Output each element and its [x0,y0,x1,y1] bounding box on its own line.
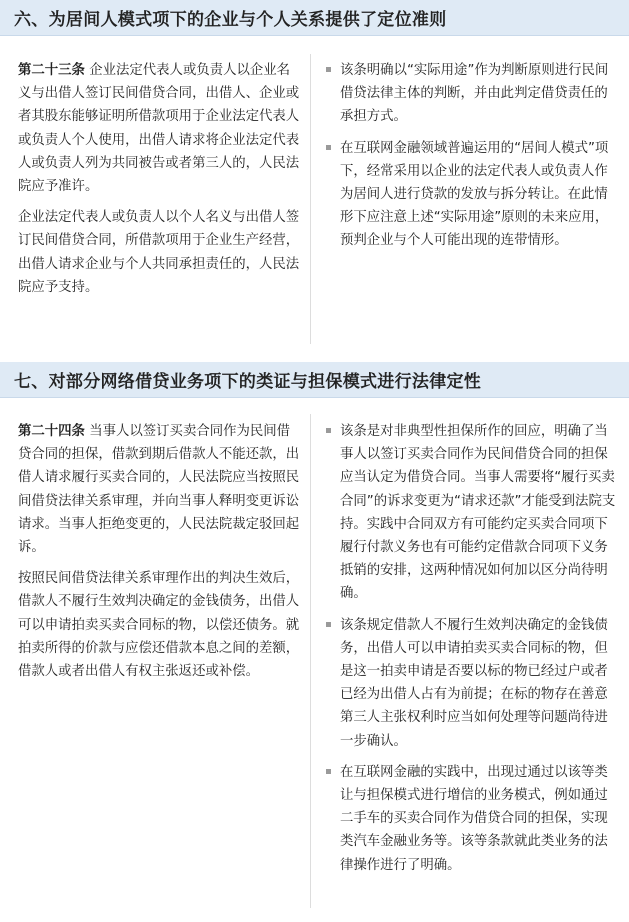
section-6-commentary-item [340,137,619,253]
square-bullet-icon [326,67,331,72]
square-bullet-icon [326,428,331,433]
article-24-paragraph-1 [18,420,300,559]
section-6-title: 六、为居间人模式项下的企业与个人关系提供了定位准则 [14,10,447,30]
section-6-commentary-item [340,59,619,129]
section-6-commentary-text: 该条明确以“实际用途”作为判断原则进行民间借贷法律主体的判断，并由此判定借贷责任的承担方式。 [340,63,609,125]
section-6-header [0,0,629,36]
section-6-divider [310,54,311,344]
square-bullet-icon [326,145,331,150]
article-24-text-1: 当事人以签订买卖合同作为民间借贷合同的担保，借款到期后借款人不能还款，出借人请求履行买卖合同的，人民法院应当按照民间借贷法律关系审理，并向当事人释明变更诉讼请求。当事人拒绝变更的，人民法院裁定驳回起诉。 [18,424,300,556]
section-7-commentary-text: 该条规定借款人不履行生效判决确定的金钱债务，出借人可以申请拍卖买卖合同标的物，但是这一拍卖申请是否要以标的物已经过户或者已经为出借人占有为前提；在标的物存在善意第三人主张权利时应当如何处理等问题尚待进一步确认。 [340,617,608,749]
square-bullet-icon [326,622,331,627]
section-6-commentary-text: 在互联网金融领域普遍运用的“居间人模式”项下，经常采用以企业的法定代表人或负责人作为居间人进行贷款的发放与拆分转让。在此情形下应注意上述“实际用途”原则的未来应用，预判企业与个人可能出现的连带情形。 [340,140,609,249]
section-7-commentary-item [340,420,619,606]
section-7-body [0,398,629,922]
article-24-paragraph-2: 按照民间借贷法律关系审理作出的判决生效后，借款人不履行生效判决确定的金钱债务，出借人可以申请拍卖买卖合同标的物，以偿还债务。就拍卖所得的价款与应偿还借款本息之间的差额，借款人或者出借人有权主张返还或补偿。 [18,571,300,680]
section-6-right-column [325,59,619,261]
article-23-text-1: 企业法定代表人或负责人以企业名义与出借人签订民间借贷合同，出借人、企业或者其股东能够证明所借款项用于企业法定代表人或负责人个人使用，出借人请求将企业法定代表人或负责人列为共同被告或者第三人的，人民法院应予准许。 [18,63,300,195]
section-7-title: 七、对部分网络借贷业务项下的类证与担保模式进行法律定性 [14,372,482,392]
article-24-number: 第二十四条 [18,424,85,439]
section-6-commentary-list [340,59,619,253]
section-7-divider [310,414,311,908]
section-7-commentary-text: 该条是对非典型性担保所作的回应，明确了当事人以签订买卖合同作为民间借贷合同的担保应当认定为借贷合同。当事人需要将“履行买卖合同”的诉求变更为“请求还款”才能受到法院支持。实践中合同双方有可能约定买卖合同项下履行付款义务也有可能约定借款合同项下义务抵销的安排，这两种情况如何加以区分尚待明确。 [340,424,616,602]
section-6-left-column [18,59,300,307]
section-7-right-column [325,420,619,885]
section-7-commentary-text: 在互联网金融的实践中，出现过通过以该等类让与担保模式进行增信的业务模式，例如通过二手车的买卖合同作为借贷合同的担保，实现类汽车金融业务等。该等条款就此类业务的法律操作进行了明确。 [340,764,608,873]
section-7-header [0,362,629,398]
article-23-paragraph-1 [18,59,300,198]
article-23-paragraph-2: 企业法定代表人或负责人以个人名义与出借人签订民间借贷合同，所借款项用于企业生产经营，出借人请求企业与个人共同承担责任的，人民法院应予支持。 [18,210,300,295]
section-7-commentary-list [340,420,619,877]
section-7-commentary-item [340,761,619,877]
section-7-commentary-item [340,614,619,753]
article-23-number: 第二十三条 [18,63,85,78]
section-6-body [0,36,629,356]
section-7-left-column [18,420,300,691]
square-bullet-icon [326,769,331,774]
